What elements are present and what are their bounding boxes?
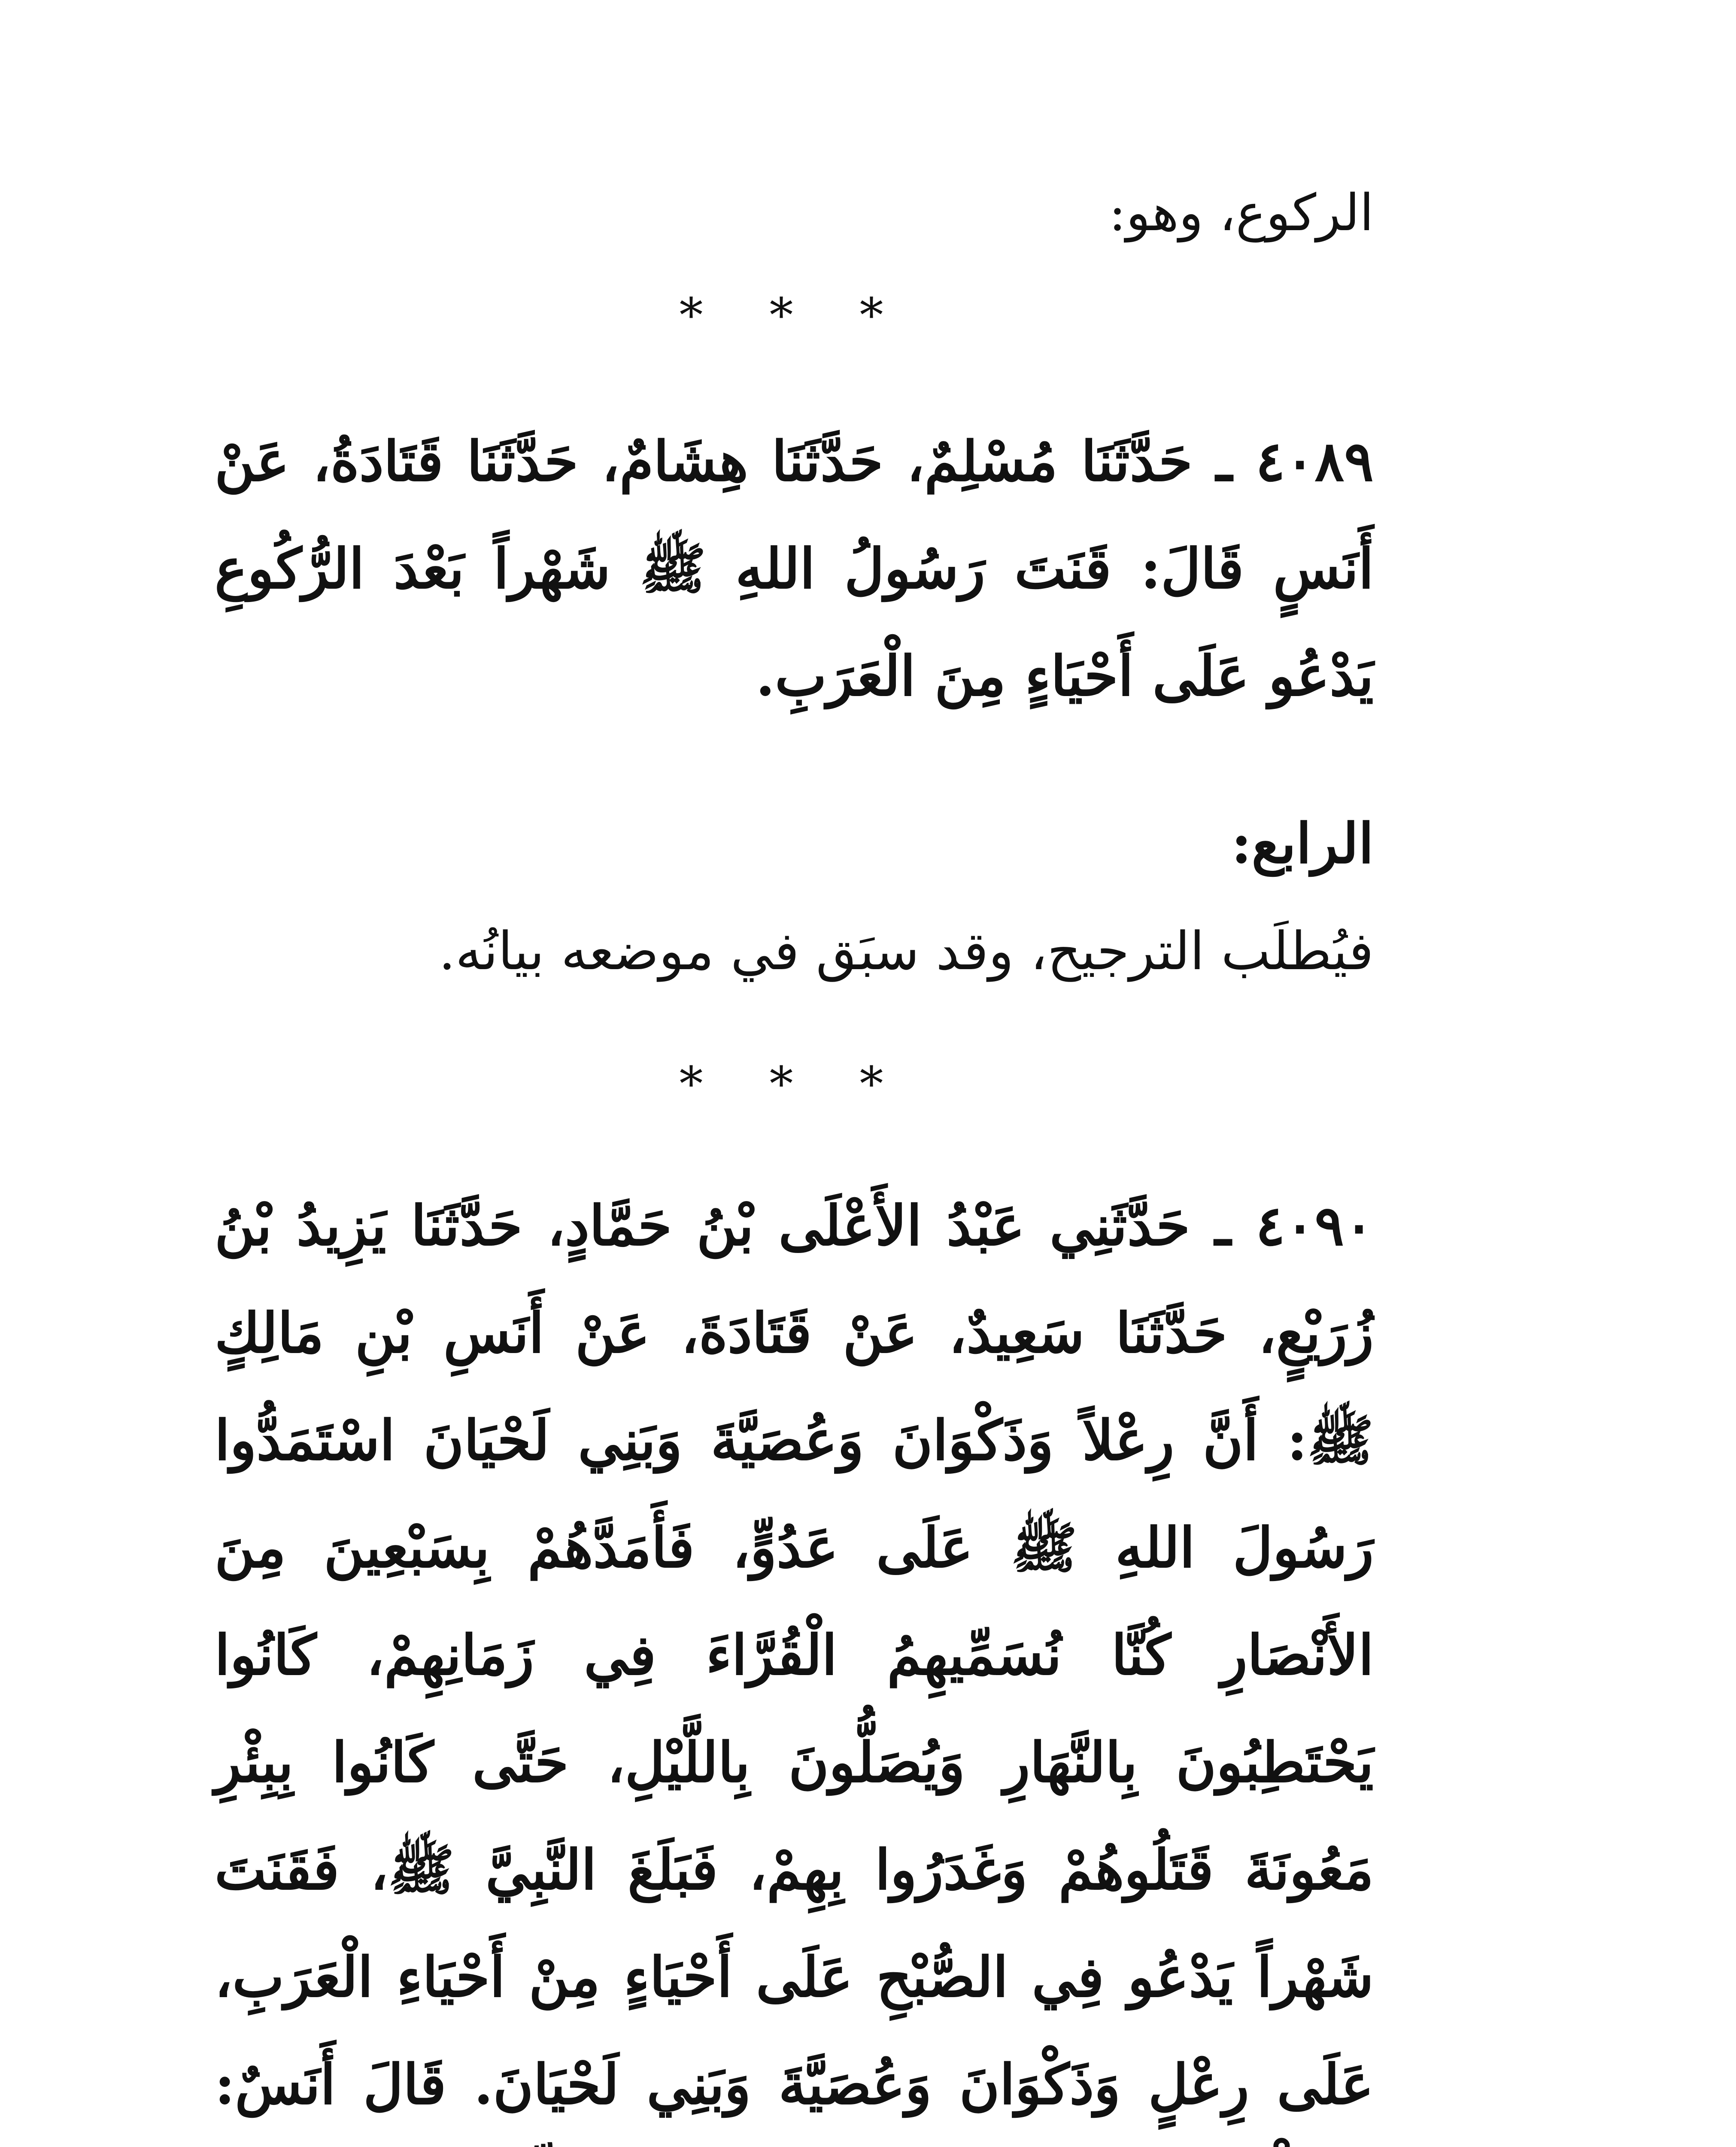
tarjih-note: فيُطلَب الترجيح، وقد سبَق في موضعه بيانُه. bbox=[438, 921, 1374, 982]
section-separator-stars: * * * bbox=[679, 1056, 909, 1111]
heading-ruku: الركوع، وهو: bbox=[1109, 183, 1374, 242]
hadith-4090-paragraph: ٤٠٩٠ ـ حَدَّثَنِي عَبْدُ الأَعْلَى بْنُ حَمَّادٍ، حَدَّثَنَا يَزِيدُ بْنُ زُرَيْعٍ، حَدَّثَنَا سَعِيدٌ، عَنْ قَتَادَةَ، عَنْ أَنَسِ بْنِ مَالِكٍ ﷺ: أَنَّ رِعْلاً وَذَكْوَانَ وَعُصَيَّةَ وَبَنِي لَحْيَانَ اسْتَمَدُّوا رَسُولَ اللهِ ﷺ عَلَى عَدُوٍّ، فَأَمَدَّهُمْ بِسَبْعِينَ مِنَ الأَنْصَارِ كُنَّا نُسَمِّيهِمُ الْقُرَّاءَ فِي زَمَانِهِمْ، كَانُوا يَحْتَطِبُونَ بِالنَّهَارِ وَيُصَلُّونَ بِاللَّيْلِ، حَتَّى كَانُوا بِبِئْرِ مَعُونَةَ قَتَلُوهُمْ وَغَدَرُوا بِهِمْ، فَبَلَغَ النَّبِيَّ ﷺ، فَقَنَتَ شَهْراً يَدْعُو فِي الصُّبْحِ عَلَى أَحْيَاءٍ مِنْ أَحْيَاءِ الْعَرَبِ، عَلَى رِعْلٍ وَذَكْوَانَ وَعُصَيَّةَ وَبَنِي لَحْيَانَ. قَالَ أَنَسٌ: bbox=[215, 1194, 1374, 2117]
section-separator-stars: * * * bbox=[679, 288, 909, 343]
hadith-4089-paragraph: ٤٠٨٩ ـ حَدَّثَنَا مُسْلِمٌ، حَدَّثَنَا هِشَامٌ، حَدَّثَنَا قَتَادَةُ، عَنْ أَنَسٍ قَالَ: قَنَتَ رَسُولُ اللهِ ﷺ شَهْراً بَعْدَ الرُّكُوعِ يَدْعُو عَلَى أَحْيَاءٍ مِنَ الْعَرَبِ. bbox=[215, 429, 1374, 709]
heading-rabi: الرابع: bbox=[1231, 812, 1374, 876]
book-page bbox=[215, 180, 1374, 2147]
